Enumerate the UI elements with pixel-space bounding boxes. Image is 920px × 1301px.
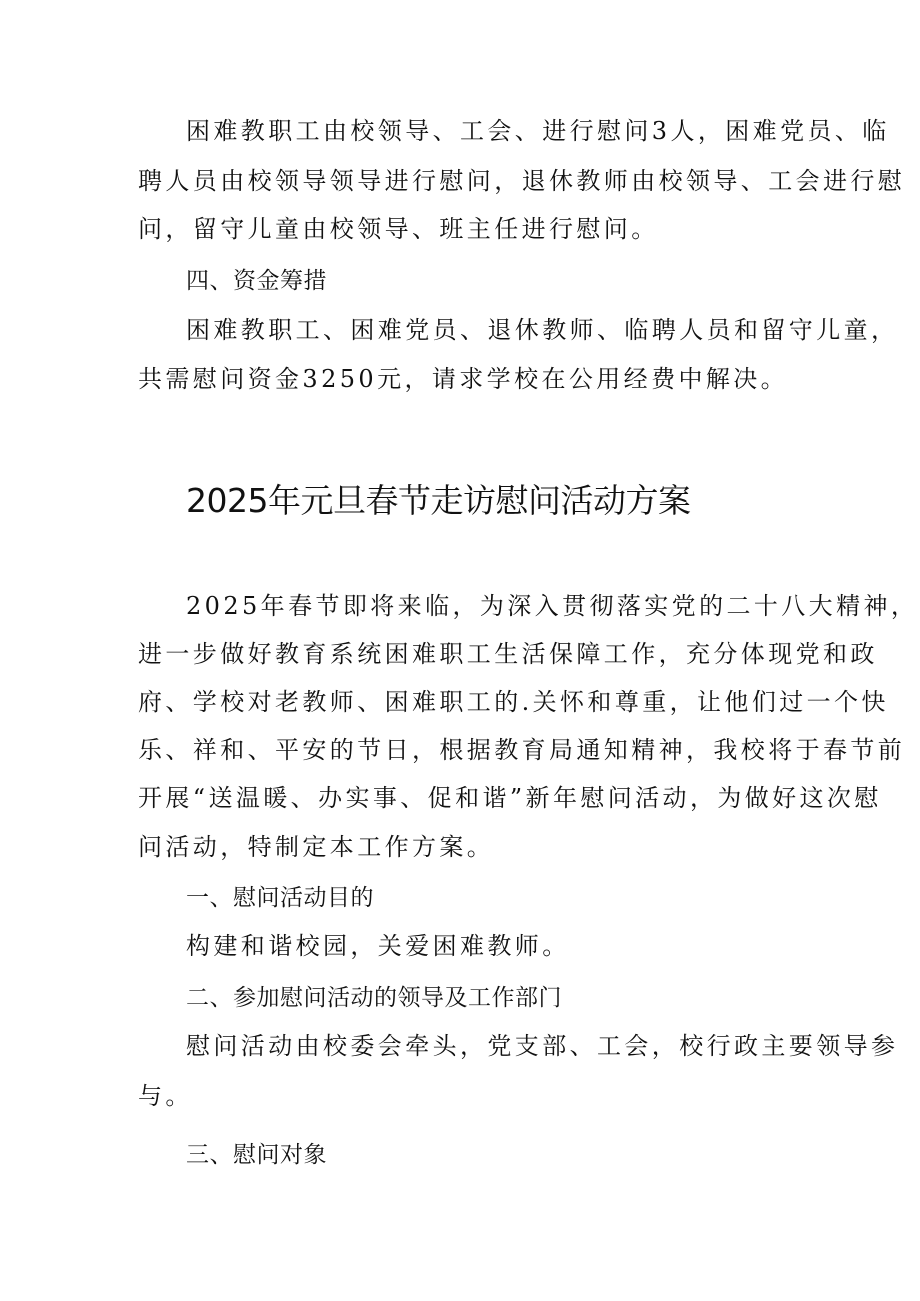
paragraph-line: 困难教职工、困难党员、退休教师、临聘人员和留守儿童， [186, 316, 899, 344]
intro-line: 府、学校对老教师、困难职工的.关怀和尊重，让他们过一个快 [138, 688, 889, 716]
section-heading-purpose: 一、慰问活动目的 [186, 885, 374, 911]
paragraph-line: 慰问活动由校委会牵头，党支部、工会，校行政主要领导参 [186, 1032, 899, 1060]
intro-line: 进一步做好教育系统困难职工生活保障工作，充分体现党和政 [138, 640, 878, 668]
section-heading-leadership: 二、参加慰问活动的领导及工作部门 [186, 985, 562, 1011]
paragraph-line: 与。 [138, 1082, 193, 1110]
section-heading-funding: 四、资金筹措 [186, 268, 327, 294]
paragraph-line: 问，留守儿童由校领导、班主任进行慰问。 [138, 215, 659, 243]
paragraph-line: 困难教职工由校领导、工会、进行慰问3人，困难党员、临 [186, 117, 890, 145]
document-title: 2025年元旦春节走访慰问活动方案 [186, 481, 691, 520]
intro-line: 乐、祥和、平安的节日，根据教育局通知精神，我校将于春节前 [138, 736, 906, 764]
paragraph-line: 聘人员由校领导领导进行慰问，退休教师由校领导、工会进行慰 [138, 167, 906, 195]
paragraph-line: 共需慰问资金3250元，请求学校在公用经费中解决。 [138, 365, 789, 393]
intro-line: 2025年春节即将来临，为深入贯彻落实党的二十八大精神， [186, 592, 919, 620]
paragraph-line: 构建和谐校园，关爱困难教师。 [186, 932, 570, 960]
section-heading-recipients: 三、慰问对象 [186, 1142, 327, 1168]
intro-line: 开展“送温暖、办实事、促和谐”新年慰问活动，为做好这次慰 [138, 784, 882, 812]
intro-line: 问活动，特制定本工作方案。 [138, 833, 495, 861]
